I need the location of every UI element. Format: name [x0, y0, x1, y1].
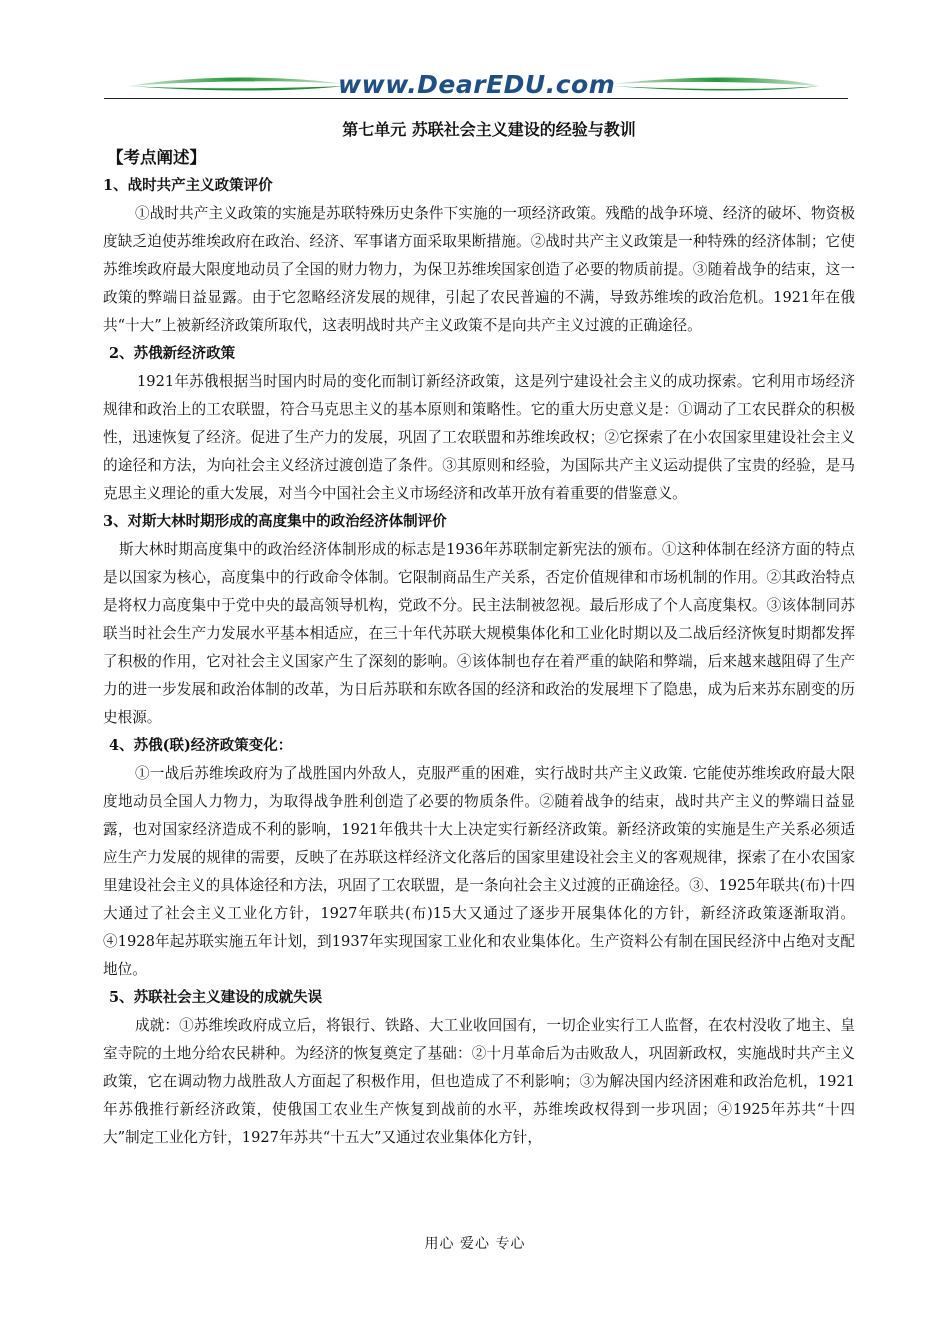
section-paragraph: 成就：①苏维埃政府成立后，将银行、铁路、大工业收回国有，一切企业实行工人监督，在农村没收了地主、皇室寺院的土地分给农民耕种。为经济的恢复奠定了基础：②十月革命后为击败敌人，巩固新政权，实施战时共产主义政策，它在调动物力战胜敌人方面起了积极作用，但也造成了不利影响；③为解决国内经济困难和政治危机，1921年苏俄推行新经济政策，使俄国工农业生产恢复到战前的水平，苏维埃政权得到一步巩固；④1925年苏共“十四大”制定工业化方针，1927年苏共“十五大”又通过农业集体化方针，	[103, 1017, 855, 1146]
section-heading: 2、苏俄新经济政策	[109, 345, 236, 362]
section-heading: 5、苏联社会主义建设的成就失误	[109, 989, 323, 1006]
section-paragraph: ①战时共产主义政策的实施是苏联特殊历史条件下实施的一项经济政策。残酷的战争环境、经济的破坏、物资极度缺乏迫使苏维埃政府在政治、经济、军事诸方面采取果断措施。②战时共产主义政策是一种特殊的经济体制；它使苏维埃政府最大限度地动员了全国的财力物力，为保卫苏维埃国家创造了必要的物质前提。③随着战争的结束，这一政策的弊端日益显露。由于它忽略经济发展的规律，引起了农民普遍的不满，导致苏维埃的政治危机。1921年在俄共“十大”上被新经济政策所取代，这表明战时共产主义政策不是向共产主义过渡的正确途径。	[103, 205, 855, 334]
section-3	[103, 508, 855, 732]
page-header	[0, 0, 950, 110]
page-footer: 用心 爱心 专心	[424, 1236, 526, 1252]
left-swoosh	[128, 78, 345, 87]
right-swoosh-shadow	[612, 86, 820, 91]
document-body	[103, 116, 855, 1152]
logo-text: www.DearEDU.com	[338, 70, 616, 99]
section-heading: 3、对斯大林时期形成的高度集中的政治经济体制评价	[103, 513, 447, 530]
left-swoosh-shadow	[128, 86, 345, 91]
document-title: 第七单元 苏联社会主义建设的经验与教训	[342, 120, 636, 139]
section-2	[103, 340, 855, 508]
section-4	[103, 732, 855, 984]
right-swoosh	[612, 78, 820, 87]
section-heading: 1、战时共产主义政策评价	[103, 177, 273, 194]
header-rule	[104, 98, 848, 99]
section-5	[103, 984, 855, 1152]
section-paragraph: 斯大林时期高度集中的政治经济体制形成的标志是1936年苏联制定新宪法的颁布。①这种体制在经济方面的特点是以国家为核心，高度集中的行政命令体制。它限制商品生产关系，否定价值规律和市场机制的作用。②其政治特点是将权力高度集中于党中央的最高领导机构，党政不分。民主法制被忽视。最后形成了个人高度集权。③该体制同苏联当时社会生产力发展水平基本相适应，在三十年代苏联大规模集体化和工业化时期以及二战后经济恢复时期都发挥了积极的作用，它对社会主义国家产生了深刻的影响。④该体制也存在着严重的缺陷和弊端，后来越来越阻碍了生产力的进一步发展和政治体制的改革，为日后苏联和东欧各国的经济和政治的发展埋下了隐患，成为后来苏东剧变的历史根源。	[103, 541, 855, 726]
section-1	[103, 172, 855, 340]
section-paragraph: 1921年苏俄根据当时国内时局的变化而制订新经济政策，这是列宁建设社会主义的成功探索。它利用市场经济规律和政治上的工农联盟，符合马克思主义的基本原则和策略性。它的重大历史意义是：①调动了工农民群众的积极性，迅速恢复了经济。促进了生产力的发展，巩固了工农联盟和苏维埃政权；②它探索了在小农国家里建设社会主义的途径和方法，为向社会主义经济过渡创造了条件。③其原则和经验，为国际共产主义运动提供了宝贵的经验，是马克思主义理论的重大发展，对当今中国社会主义市场经济和改革开放有着重要的借鉴意义。	[103, 373, 855, 502]
section-heading: 4、苏俄(联)经济政策变化：	[109, 737, 293, 754]
section-label: 【考点阐述】	[107, 148, 206, 167]
section-paragraph: ①一战后苏维埃政府为了战胜国内外敌人，克服严重的困难，实行战时共产主义政策. 它能使苏维埃政府最大限度地动员全国人力物力，为取得战争胜利创造了必要的物质条件。②随着战争的结束，战时共产主义的弊端日益显露，也对国家经济造成不利的影响，1921年俄共十大上决定实行新经济政策。新经济政策的实施是生产关系必须适应生产力发展的规律的需要，反映了在苏联这样经济文化落后的国家里建设社会主义的客观规律，探索了在小农国家里建设社会主义的具体途径和方法，巩固了工农联盟，是一条向社会主义过渡的正确途径。③、1925年联共(布)十四大通过了社会主义工业化方针，1927年联共(布)15大又通过了逐步开展集体化的方针，新经济政策逐渐取消。④1928年起苏联实施五年计划，到1937年实现国家工业化和农业集体化。生产资料公有制在国民经济中占绝对支配地位。	[103, 765, 855, 978]
